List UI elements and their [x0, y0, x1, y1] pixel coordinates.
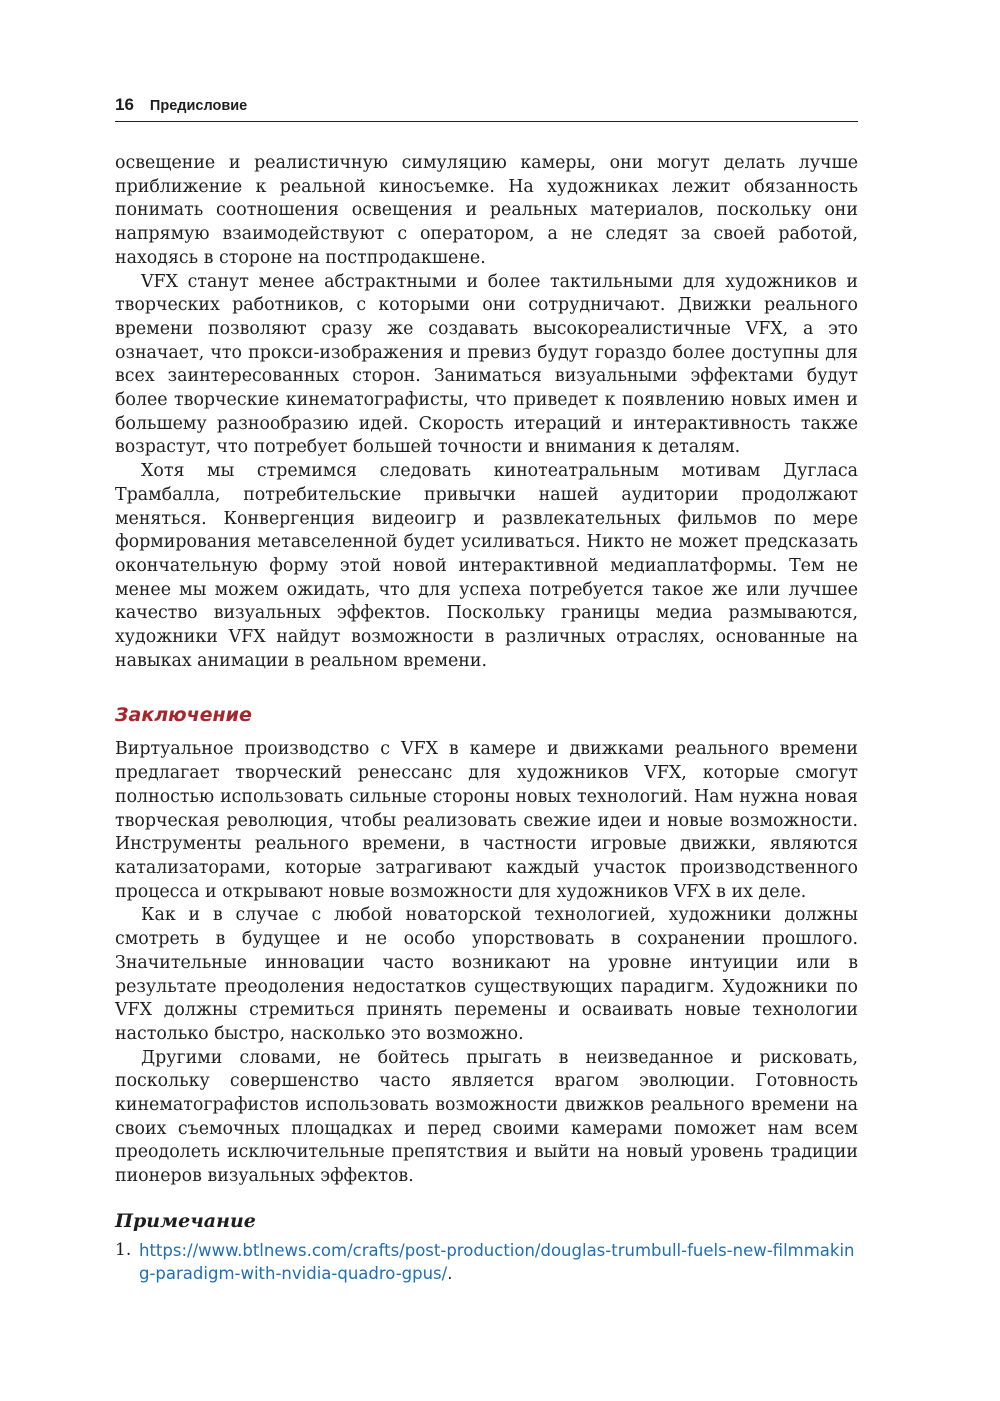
paragraph: освещение и реалистичную симуляцию камеры, они могут делать лучше приближение к реальной киносъемке. На художниках лежит обязанность понимать соотношения освещения и реальных материалов, поскольку они напрямую взаимодействуют с оператором, а не следят за своей работой, находясь в стороне на постпродакшене. — [115, 153, 858, 268]
paragraph: Другими словами, не бойтесь прыгать в неизведанное и рисковать, поскольку совершенство часто является врагом эволюции. Готовность кинематографистов использовать возможности движков реального времени на своих съемочных площадках и перед своими камерами поможет нам всем преодолеть исключительные препятствия и выйти на новый уровень традиции пионеров визуальных эффектов. — [115, 1047, 858, 1187]
page-number: 16 — [115, 95, 134, 114]
note-number: 1. — [115, 1239, 132, 1260]
note-trailing-period: . — [447, 1264, 453, 1284]
section-heading-conclusion: Заключение — [115, 704, 252, 727]
running-title: Предисловие — [149, 98, 248, 114]
paragraph: Как и в случае с любой новаторской технологией, художники должны смотреть в будущее и не особо упорствовать в сохранении прошлого. Значительные инновации часто возникают на уровне интуиции или в результате преодоления недостатков существующих парадигм. Художники по VFX должны стремиться принять перемены и осваивать новые технологии настолько быстро, насколько это возможно. — [115, 905, 858, 1044]
running-head — [115, 95, 858, 122]
conclusion-section — [115, 738, 858, 1188]
note-url-link[interactable]: https://www.btlnews.com/crafts/post-production/douglas-trumbull-fuels-new-filmmaking-paradigm-with-nvidia-quadro-gpus/ — [139, 1240, 855, 1284]
note-body — [139, 1239, 858, 1286]
paragraph: Виртуальное производство с VFX в камере и движками реального времени предлагает творческий ренессанс для художников VFX, которые смогут полностью использовать сильные стороны новых технологий. Нам нужна новая творческая революция, чтобы реализовать свежие идеи и новые возможности. Инструменты реального времени, в частности игровые движки, являются катализаторами, которые затрагивают каждый участок производственного процесса и открывают новые возможности для художников VFX в их деле. — [115, 739, 858, 902]
notes-heading: Примечание — [115, 1209, 256, 1232]
note-item — [115, 1239, 858, 1286]
intro-section — [115, 152, 858, 673]
paragraph: VFX станут менее абстрактными и более тактильными для художников и творческих работников, с которыми они сотрудничают. Движки реального времени позволяют сразу же создавать высокореалистичные VFX, а это означает, что прокси-изображения и превиз будут гораздо более доступны для всех заинтересованных сторон. Заниматься визуальными эффектами будут более творческие кинематографисты, что приведет к появлению новых имен и большему разнообразию идей. Скорость итераций и интерактивность также возрастут, что потребует большей точности и внимания к деталям. — [115, 271, 858, 458]
book-page — [115, 95, 858, 1286]
paragraph: Хотя мы стремимся следовать кинотеатральным мотивам Дугласа Трамбалла, потребительские привычки нашей аудитории продолжают меняться. Конвергенция видеоигр и развлекательных фильмов по мере формирования метавселенной будет усиливаться. Никто не может предсказать окончательную форму этой новой интерактивной медиаплатформы. Тем не менее мы можем ожидать, что для успеха потребуется такое же или лучшее качество визуальных эффектов. Поскольку границы медиа размываются, художники VFX найдут возможности в различных отраслях, основанные на навыках анимации в реальном времени. — [115, 461, 858, 671]
